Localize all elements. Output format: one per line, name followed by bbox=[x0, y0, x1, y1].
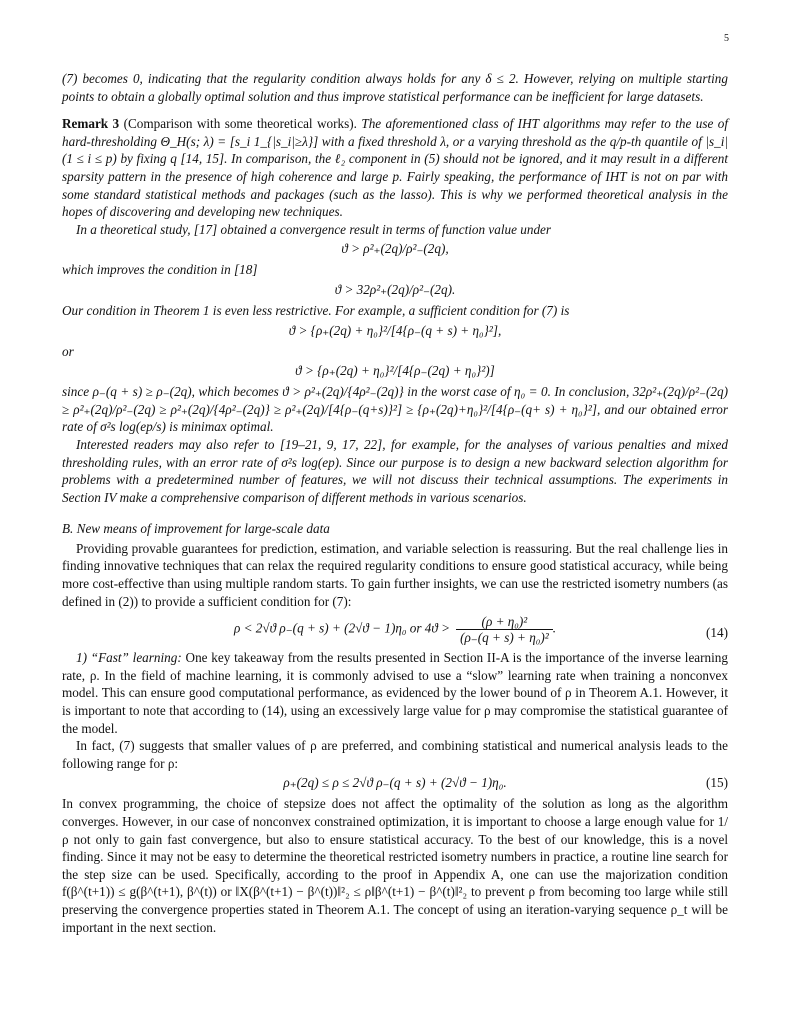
equation-15-body: ρ₊(2q) ≤ ρ ≤ 2√ϑ ρ₋(q + s) + (2√ϑ − 1)η₀. bbox=[283, 775, 507, 791]
paragraph-improves: which improves the condition in [18] bbox=[62, 262, 258, 278]
remark-title: Remark 3 bbox=[62, 116, 120, 132]
equation-a: ϑ > ρ²₊(2q)/ρ²₋(2q), bbox=[341, 241, 449, 257]
equation-d: ϑ > {ρ₊(2q) + η₀}²/[4{ρ₋(2q) + η₀}²)] bbox=[295, 363, 495, 379]
paragraph-theory: In a theoretical study, [17] obtained a convergence result in terms of function value under bbox=[76, 221, 552, 237]
paragraph-intro: (7) becomes 0, indicating that the regularity condition always holds for any δ ≤ 2. However, relying on multiple starting points to obtain a globally optimal solution and thus improve statistical performance can be inefficient for large datasets. bbox=[62, 71, 728, 104]
remark-3 bbox=[62, 115, 728, 221]
paragraph-convex: In convex programming, the choice of stepsize does not affect the optimality of the solution as long as the algorithm converges. However, in our case of nonconvex constrained optimization, it is important to choose a large enough value for 1/ρ not only to gain fast convergence, but also to ensure statistical accuracy. To the best of our knowledge, this is a novel finding. Since it may not be easy to determine the theoretical restricted isometry numbers in practice, a routine line search for the step size can be used. Specifically, according to the proof in Appendix A, one can use the majorization condition f(β^(t+1)) ≤ g(β^(t+1), β^(t)) or ‖X(β^(t+1) − β^(t))‖²₂ ≤ ρ‖β^(t+1) − β^(t)‖²₂ to prevent ρ from becoming too large while still preserving the convergence properties stated in Theorem A.1. The concept of using an iteration-varying sequence ρ_t will be important in the next section. bbox=[62, 796, 728, 935]
paragraph-condition: Our condition in Theorem 1 is even less restrictive. For example, a sufficient condition for (7) is bbox=[62, 302, 570, 318]
paragraph-fast-learning bbox=[62, 649, 728, 737]
subsection-1-title: 1) “Fast” learning: bbox=[76, 650, 182, 666]
equation-14-denominator: (ρ₋(q + s) + η₀)² bbox=[456, 629, 553, 645]
equation-14-numerator: (ρ + η₀)² bbox=[481, 614, 528, 630]
section-b-heading: B. New means of improvement for large-scale data bbox=[62, 521, 330, 537]
equation-14: ρ < 2√ϑ ρ₋(q + s) + (2√ϑ − 1)η₀ or 4ϑ > $\frac{\text{(ρ + η₀)²}}{\text{(ρ₋(q + s) + η₀)²}}$ . (14) bbox=[233, 614, 728, 646]
equation-14-left: ρ < 2√ϑ ρ₋(q + s) + (2√ϑ − 1)η₀ or 4ϑ > bbox=[233, 620, 451, 636]
paragraph-since: since ρ₋(q + s) ≥ ρ₋(2q), which becomes ϑ > ρ²₊(2q)/{4ρ²₋(2q)} in the worst case of η₀ = 0. In conclusion, 32ρ²₊(2q)/ρ²₋(2q) ≥ ρ²₊(2q)/ρ²₋(2q) ≥ ρ²₊(2q)/{4ρ²₋(2q)} ≥ ρ²₊(2q)/[4{ρ₋(q+s)}²] ≥ {ρ₊(2q)+η₀}²/[4{ρ₋(q+ s) + η₀}²], and our obtained error rate of σ²s log(ep/s) is minimax optimal. bbox=[62, 384, 728, 435]
paragraph-interested: Interested readers may also refer to [19–21, 9, 17, 22], for example, for the analyses of various penalties and mixed thresholding rules, with an error rate of σ²s log(ep). Since our purpose is to design a new backward selection algorithm for problems with a predetermined number of features, we will not discuss their technical assumptions. The experiments in Section IV make a comprehensive comparison of different methods in various scenarios. bbox=[62, 436, 728, 505]
equation-15-tag: (15) bbox=[706, 775, 728, 791]
page-number: 5 bbox=[724, 33, 729, 44]
paragraph-fast-body: One key takeaway from the results presented in Section II-A is the importance of the inverse learning rate, ρ. In the field of machine learning, it is commonly advised to use a “slow” learning rate when training a nonconvex model. This can ensure good computational performance, as evidenced by the lower bound of ρ in Theorem A.1. However, it is important to note that according to (14), using an excessively large value for ρ may compromise the statistical guarantee of the model. bbox=[62, 650, 728, 736]
remark-subtitle: (Comparison with some theoretical works). bbox=[123, 116, 357, 132]
word-or: or bbox=[62, 343, 74, 359]
equation-15 bbox=[62, 774, 728, 792]
paragraph-in-fact: In fact, (7) suggests that smaller values of ρ are preferred, and combining statistical and numerical analysis leads to the following range for ρ: bbox=[62, 738, 728, 771]
equation-14-fraction bbox=[456, 614, 553, 645]
remark-body: The aforementioned class of IHT algorithms may refer to the use of hard-thresholding Θ_H(s; λ) = [s_i 1_{|s_i|≥λ}] with a fixed threshold λ, or a varying threshold as the q/p-th quantile of |s_i| (1 ≤ i ≤ p) by fixing q [14, 15]. In comparison, the ℓ₂ component in (5) should not be ignored, and it may result in a different sparsity pattern in the presence of high coherence and large p. Fairly speaking, the performance of IHT is not on par with some standard statistical methods and packages (such as the lasso). This is why we performed theoretical analysis in the hopes of discovering and developing new techniques. bbox=[62, 116, 729, 220]
equation-14-tag: (14) bbox=[706, 625, 728, 641]
equation-b: ϑ > 32ρ²₊(2q)/ρ²₋(2q). bbox=[334, 281, 456, 297]
equation-c: ϑ > {ρ₊(2q) + η₀}²/[4{ρ₋(q + s) + η₀}²], bbox=[288, 322, 502, 338]
text-column bbox=[62, 70, 728, 936]
paragraph-b1: Providing provable guarantees for prediction, estimation, and variable selection is reassuring. But the real challenge lies in finding innovative techniques that can relax the required regularity conditions to ensure good statistical accuracy, while being more cost-effective than using multiple random starts. To gain further insights, we can use the restricted isometry numbers (as defined in (2)) to provide a sufficient condition for (7): bbox=[62, 540, 728, 609]
